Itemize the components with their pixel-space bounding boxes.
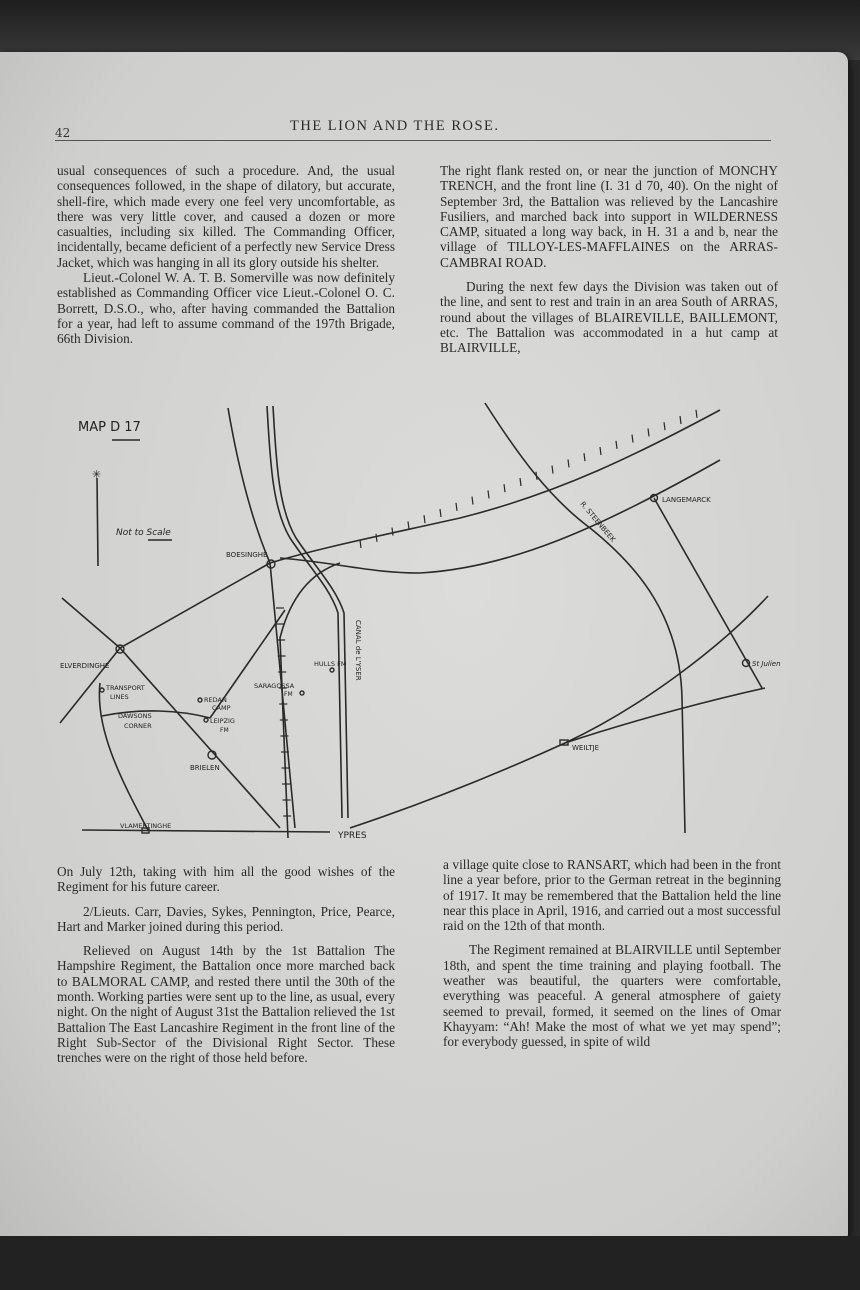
transport-lines-marker [100,688,104,692]
railway-tick [360,540,361,548]
railway-tick [584,453,585,461]
label-dawsons-2: CORNER [124,722,152,730]
road [350,596,768,828]
railway-tick [696,410,697,418]
column-top-right [440,163,778,356]
label-saragossa-2: FM [284,691,293,698]
road [99,683,148,830]
railway-tick [408,521,409,529]
railway-line [270,410,720,563]
label-dawsons-1: DAWSONS [118,712,152,720]
railway-tick [664,422,665,430]
label-langemarck: LANGEMARCK [662,496,711,504]
label-steenbeek: R. STEENBEEK [578,500,617,544]
railway-tick [552,466,553,474]
map-d17 [40,398,830,848]
background-top [0,0,860,60]
map-title: MAP D 17 [78,420,141,435]
column-bottom-left [57,864,395,1066]
label-st-julien: St Julien [752,660,781,668]
label-hulls: HULLS FM [314,660,347,668]
railway-tick [632,435,633,443]
label-brielen: BRIELEN [190,764,220,772]
map-scale-note: Not to Scale [116,528,171,538]
label-transport-2: LINES [110,693,129,701]
railway-tick [648,428,649,436]
label-ypres: YPRES [338,831,367,841]
railway-tick [520,478,521,486]
label-redan-2: CAMP [212,704,231,712]
railway-ticks [276,410,697,816]
north-arrow-icon [97,478,98,566]
road [82,830,330,832]
label-canal: CANAL de L'YSER [354,620,362,681]
leipzig-marker [204,718,208,722]
stream [485,403,685,833]
label-leipzig-2: FM [220,727,229,734]
railway-tick [424,515,425,523]
paragraph: The Regiment remained at BLAIRVILLE until September 18th, and spent the time training and playing football. The weather was beautiful, the quarters were comfortable, everything was peaceful. A general atmosphere of gaiety seemed to prevail, formed, it seemed on the lines of Omar Khayyam: “Ah! Make the most of what we yet may spend”; for everybody guessed, in spite of wild [443,942,781,1050]
railway-tick [472,497,473,505]
railway-tick [600,447,601,455]
railway-tick [680,416,681,424]
label-redan-1: REDAN [204,696,227,704]
paragraph: The right flank rested on, or near the junction of MONCHY TRENCH, and the front line (I. 31 d 70, 40). On the night of September 3rd, the Battalion was relieved by the Lancashire Fusiliers, and marched back into support in WILDERNESS CAMP, situated a long way back, in H. 31 a and b, near the village of TILLOY-LES-MAFFLAINES on the ARRAS-CAMBRAI ROAD. [440,163,778,270]
road [62,598,280,828]
railway-tick [488,490,489,498]
railway-tick [536,472,537,480]
label-boesinghe: BOESINGHE [226,551,268,559]
redan-camp-marker [198,698,202,702]
paragraph: Relieved on August 14th by the 1st Battalion The Hampshire Regiment, the Battalion once more marched back to BALMORAL CAMP, and rested there until the 30th of the month. Working parties were sent up to the line, as usual, every night. On the night of August 31st the Battalion relieved the 1st Battalion The East Lancashire Regiment in the front line of the Right Sub-Sector of the Divisional Right Sector. These trenches were on the right of those held before. [57,943,395,1066]
canal-line [267,406,342,818]
railway-tick [440,509,441,517]
railway-tick [392,528,393,536]
column-bottom-right [443,857,781,1050]
paragraph: a village quite close to RANSART, which had been in the front line a year before, prior to the German retreat in the beginning of 1917. It may be remembered that the Battalion held the line near this place in April, 1916, and carried out a most successful raid on the 12th of that month. [443,857,781,934]
railway-tick [456,503,457,511]
railway-tick [568,459,569,467]
railway-tick [616,441,617,449]
paragraph: On July 12th, taking with him all the good wishes of the Regiment for his future career. [57,864,395,895]
north-star-icon: ✳ [92,468,102,481]
header-rule [55,140,771,141]
paragraph: Lieut.-Colonel W. A. T. B. Somerville was now definitely established as Commanding Officer vice Lieut.-Colonel O. C. Borrett, D.S.O., who, after having commanded the Battalion for a year, had left to assume command of the 197th Brigade, 66th Division. [57,270,395,347]
page-number: 42 [55,126,71,140]
railway-tick [504,484,505,492]
background-bottom [0,1236,860,1290]
running-title: THE LION AND THE ROSE. [290,118,500,134]
label-saragossa-1: SARAGOSSA [254,682,295,690]
road [280,460,720,573]
label-elverdinghe: ELVERDINGHE [60,662,110,670]
railway-tick [376,534,377,542]
saragossa-marker [300,691,304,695]
page-header [52,112,772,140]
road [565,688,765,743]
paragraph: 2/Lieuts. Carr, Davies, Sykes, Pennington, Price, Pearce, Hart and Marker joined during this period. [57,903,395,934]
paragraph: During the next few days the Division was taken out of the line, and sent to rest and train in an area South of ARRAS, round about the villages of BLAIREVILLE, BAILLEMONT, etc. The Battalion was accommodated in a hut camp at BLAIRVILLE, [440,279,778,356]
label-wieltje: WEILTJE [572,744,600,752]
label-leipzig-1: LEIPZIG [210,717,235,725]
hulls-marker [330,668,334,672]
paragraph: usual consequences of such a procedure. And, the usual consequences followed, in the shape of dilatory, but accurate, shell-fire, which made every one feel very uncomfortable, as there was very little cover, and caused a dozen or more casualties, including six killed. The Commanding Officer, incidentally, became deficient of a perfectly new Service Dress Jacket, which was hanging in all its glory outside his shelter. [57,163,395,270]
label-vlamertinghe: VLAMERTINGHE [120,822,172,830]
column-top-left [57,163,395,347]
label-transport-1: TRANSPORT [106,684,145,692]
railway-line [280,563,340,838]
